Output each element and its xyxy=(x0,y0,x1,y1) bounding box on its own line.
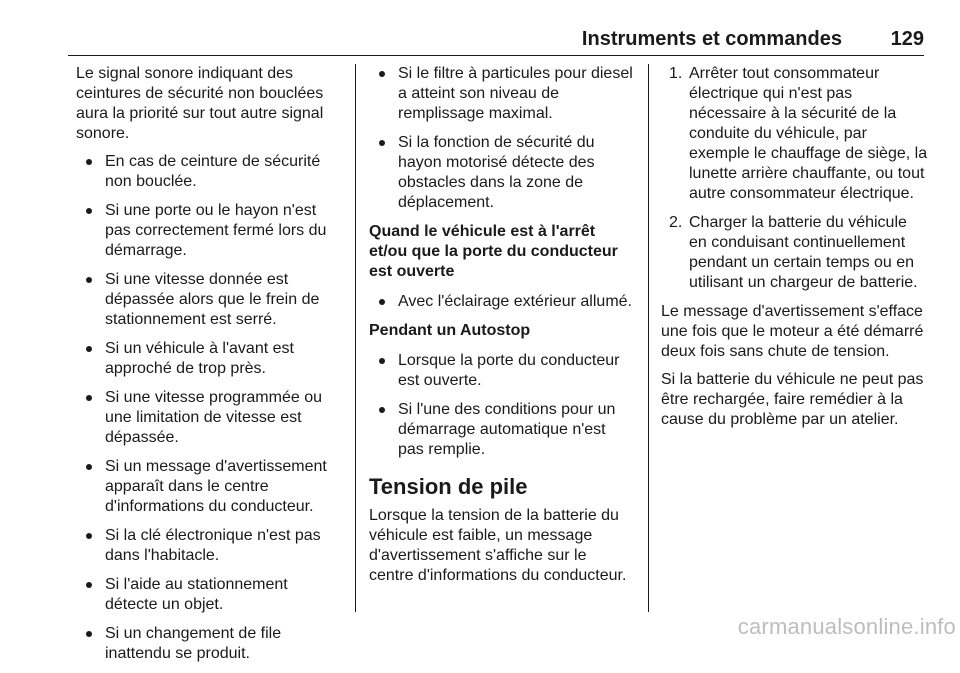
step-text: Arrêter tout consommateur électrique qui n'est pas nécessaire à la sécurité de la conduite du véhicule, par exemple le chauffage de siège, la lunette arrière chauffante, ou tout autre consommateur électrique. xyxy=(689,65,928,202)
page-header xyxy=(0,0,960,58)
paragraph: Le message d'avertissement s'efface une fois que le moteur a été démarré deux fois sans chute de tension. xyxy=(661,303,924,360)
warning-chime-list-continued xyxy=(369,64,635,213)
column-3 xyxy=(661,64,928,438)
column-2 xyxy=(369,64,635,594)
page-number: 129 xyxy=(890,28,924,50)
paragraph: Si la batterie du véhicule ne peut pas être rechargée, faire remédier à la cause du problème par un atelier. xyxy=(661,371,924,428)
step-number: 1. xyxy=(669,65,683,82)
list-item: Si une vitesse programmée ou une limitation de vitesse est dépassée. xyxy=(76,388,343,448)
list-item: Si l'aide au stationnement détecte un objet. xyxy=(76,575,343,615)
warning-chime-list xyxy=(76,152,343,664)
column-1 xyxy=(76,64,343,673)
step-text: Charger la batterie du véhicule en conduisant continuellement pendant un certain temps ou en utilisant un chargeur de batterie. xyxy=(689,214,918,291)
list-item: Si la clé électronique n'est pas dans l'habitacle. xyxy=(76,526,343,566)
list-item: Si une vitesse donnée est dépassée alors que le frein de stationnement est serré. xyxy=(76,270,343,330)
list-item: Lorsque la porte du conducteur est ouverte. xyxy=(369,351,635,391)
list-item: En cas de ceinture de sécurité non bouclée. xyxy=(76,152,343,192)
list-item: Si l'une des conditions pour un démarrage automatique n'est pas remplie. xyxy=(369,400,635,460)
section-title: Tension de pile xyxy=(369,474,528,499)
step-number: 2. xyxy=(669,214,683,231)
watermark: carmanualsonline.info xyxy=(737,614,956,639)
autostop-list xyxy=(369,351,635,460)
list-item: Si la fonction de sécurité du hayon motorisé détecte des obstacles dans la zone de déplacement. xyxy=(369,133,635,213)
list-item: Si le filtre à particules pour diesel a atteint son niveau de remplissage maximal. xyxy=(369,64,635,124)
intro-paragraph: Le signal sonore indiquant des ceintures de sécurité non bouclées aura la priorité sur tout autre signal sonore. xyxy=(76,65,324,142)
column-divider-1 xyxy=(355,64,356,612)
list-item xyxy=(661,213,928,293)
running-title: Instruments et commandes xyxy=(581,28,842,50)
column-divider-2 xyxy=(648,64,649,612)
header-rule xyxy=(68,55,924,56)
list-item: Avec l'éclairage extérieur allumé. xyxy=(369,292,635,312)
list-item: Si un véhicule à l'avant est approché de trop près. xyxy=(76,339,343,379)
steps-list xyxy=(661,64,928,293)
list-item: Si une porte ou le hayon n'est pas correctement fermé lors du démarrage. xyxy=(76,201,343,261)
subheading-autostop: Pendant un Autostop xyxy=(369,322,531,339)
list-item: Si un changement de file inattendu se produit. xyxy=(76,624,343,664)
section-paragraph: Lorsque la tension de la batterie du véhicule est faible, un message d'avertissement s'affiche sur le centre d'informations du conducteur. xyxy=(369,507,627,584)
list-item: Si un message d'avertissement apparaît dans le centre d'informations du conducteur. xyxy=(76,457,343,517)
list-item xyxy=(661,64,928,204)
subheading-stopped: Quand le véhicule est à l'arrêt et/ou que la porte du conducteur est ouverte xyxy=(369,223,618,280)
stopped-list xyxy=(369,292,635,312)
